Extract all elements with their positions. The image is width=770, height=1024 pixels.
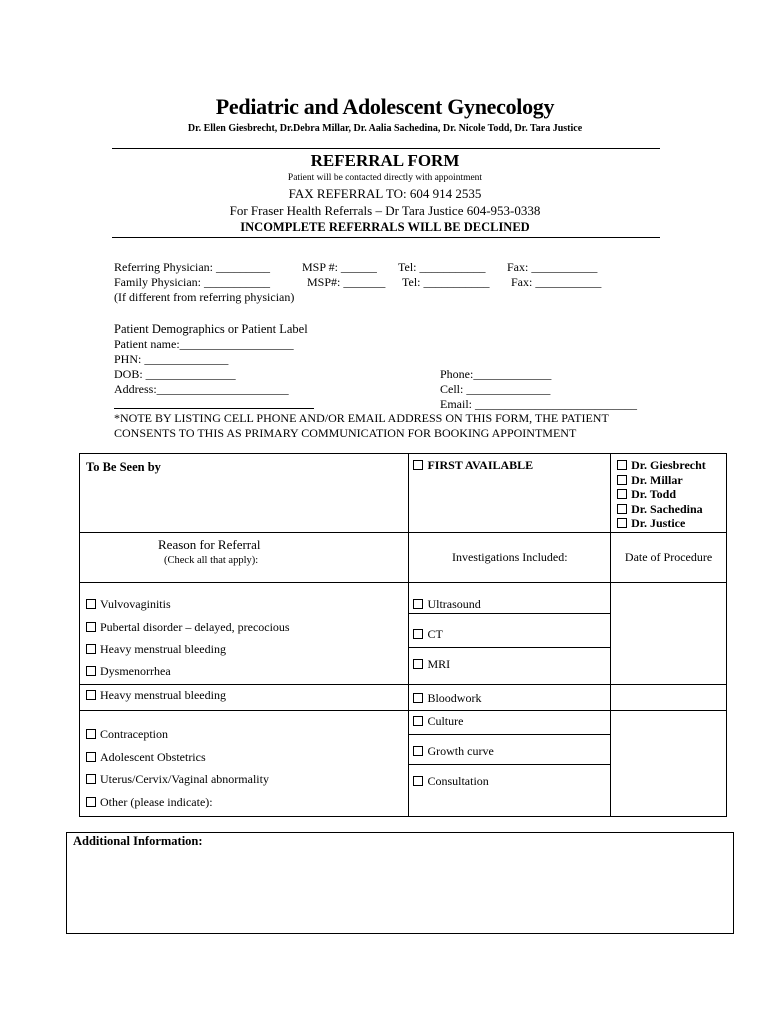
reasons-group-1-cell (80, 583, 409, 685)
referring-tel-field[interactable]: Tel: ___________ (398, 260, 486, 274)
first-available-cell (409, 454, 611, 533)
referral-table (79, 453, 727, 817)
reason-checkbox[interactable] (86, 774, 96, 784)
reasons-group-2-cell (80, 711, 409, 817)
phone-field[interactable]: Phone:_____________ (440, 367, 552, 381)
contact-note: Patient will be contacted directly with appointment (287, 173, 483, 183)
reason-checkbox[interactable] (86, 752, 96, 762)
row-divider (409, 647, 610, 648)
family-msp-field[interactable]: MSP#: _______ (307, 275, 386, 289)
investigation-option[interactable]: Bloodwork (413, 691, 481, 706)
dob-field[interactable]: DOB: _______________ (114, 367, 236, 381)
patient-name-field[interactable]: Patient name:___________________ (114, 337, 294, 351)
investigation-checkbox[interactable] (413, 629, 423, 639)
fax-line: FAX REFERRAL TO: 604 914 2535 (288, 186, 482, 201)
consent-note-2: CONSENTS TO THIS AS PRIMARY COMMUNICATION FOR BOOKING APPOINTMENT (114, 426, 577, 440)
reason-option[interactable]: Vulvovaginitis (86, 597, 171, 612)
physician-checkbox[interactable] (617, 504, 627, 514)
physician-options-cell (611, 454, 727, 533)
physician-option[interactable]: Dr. Sachedina (617, 502, 726, 517)
reasons-group-1b-cell (80, 685, 409, 711)
referring-physician-field[interactable]: Referring Physician: _________ (114, 260, 270, 274)
cell-field[interactable]: Cell: ______________ (440, 382, 551, 396)
incomplete-warning: INCOMPLETE REFERRALS WILL BE DECLINED (240, 220, 530, 234)
investigation-checkbox[interactable] (413, 693, 423, 703)
reason-checkbox[interactable] (86, 599, 96, 609)
reason-option[interactable]: Pubertal disorder – delayed, precocious (86, 620, 290, 635)
bloodwork-cell (409, 685, 611, 711)
row-divider (409, 613, 610, 614)
reason-checkbox[interactable] (86, 622, 96, 632)
first-available-checkbox[interactable] (413, 460, 423, 470)
doctor-list: Dr. Ellen Giesbrecht, Dr.Debra Millar, Dr. Aalia Sachedina, Dr. Nicole Todd, Dr. Tara Justice (187, 123, 583, 134)
family-physician-field[interactable]: Family Physician: ___________ (114, 275, 270, 289)
reason-checkbox[interactable] (86, 666, 96, 676)
physician-checkbox[interactable] (617, 475, 627, 485)
investigation-option[interactable]: Culture (413, 714, 463, 729)
reason-option[interactable]: Heavy menstrual bleeding (86, 642, 226, 657)
first-available-label: FIRST AVAILABLE (427, 458, 534, 472)
referring-fax-field[interactable]: Fax: ___________ (507, 260, 598, 274)
physician-checkbox[interactable] (617, 518, 627, 528)
reason-option[interactable]: Heavy menstrual bleeding (86, 688, 226, 703)
to-be-seen-cell (80, 454, 409, 533)
form-title: REFERRAL FORM (310, 151, 460, 170)
row-divider (409, 734, 610, 735)
date-header-cell (611, 533, 727, 583)
investigation-checkbox[interactable] (413, 716, 423, 726)
reason-checkbox[interactable] (86, 729, 96, 739)
physician-option[interactable]: Dr. Todd (617, 487, 726, 502)
investigation-option[interactable]: Consultation (413, 774, 488, 789)
reason-option[interactable]: Adolescent Obstetrics (86, 750, 206, 765)
reason-subheading: (Check all that apply): (164, 555, 259, 566)
demographics-heading: Patient Demographics or Patient Label (114, 322, 308, 336)
address-line-2[interactable] (114, 408, 314, 409)
investigation-checkbox[interactable] (413, 776, 423, 786)
date-heading: Date of Procedure (624, 550, 713, 564)
to-be-seen-label: To Be Seen by (86, 460, 161, 474)
physician-checkbox[interactable] (617, 489, 627, 499)
investigation-option[interactable]: MRI (413, 657, 450, 672)
phn-field[interactable]: PHN: ______________ (114, 352, 229, 366)
physician-option[interactable]: Dr. Millar (617, 473, 726, 488)
fraser-health-line: For Fraser Health Referrals – Dr Tara Justice 604-953-0338 (229, 203, 541, 218)
reason-option[interactable]: Dysmenorrhea (86, 664, 171, 679)
reason-option[interactable]: Contraception (86, 727, 168, 742)
date-cell[interactable] (611, 685, 727, 711)
additional-info-box[interactable] (66, 832, 734, 934)
additional-info-label: Additional Information: (73, 834, 203, 848)
address-field[interactable]: Address:______________________ (114, 382, 289, 396)
investigation-option[interactable]: CT (413, 627, 442, 642)
reason-checkbox[interactable] (86, 797, 96, 807)
reason-heading: Reason for Referral (158, 537, 261, 552)
family-tel-field[interactable]: Tel: ___________ (402, 275, 490, 289)
investigation-checkbox[interactable] (413, 659, 423, 669)
if-different-note: (If different from referring physician) (114, 290, 295, 304)
divider-top (112, 148, 660, 149)
date-cell[interactable] (611, 583, 727, 685)
investigation-option[interactable]: Ultrasound (413, 597, 480, 612)
divider-bottom (112, 237, 660, 238)
row-divider (409, 764, 610, 765)
investigations-header-cell (409, 533, 611, 583)
page-title: Pediatric and Adolescent Gynecology (215, 94, 555, 119)
referring-msp-field[interactable]: MSP #: ______ (302, 260, 377, 274)
investigation-checkbox[interactable] (413, 746, 423, 756)
reason-option[interactable]: Uterus/Cervix/Vaginal abnormality (86, 772, 269, 787)
investigation-option[interactable]: Growth curve (413, 744, 493, 759)
physician-option[interactable]: Dr. Justice (617, 516, 726, 531)
reason-checkbox[interactable] (86, 644, 96, 654)
reason-option[interactable]: Other (please indicate): (86, 795, 213, 810)
investigations-group-1-cell (409, 583, 611, 685)
email-field[interactable]: Email: ___________________________ (440, 397, 637, 411)
consent-note-1: *NOTE BY LISTING CELL PHONE AND/OR EMAIL ADDRESS ON THIS FORM, THE PATIENT (114, 411, 609, 425)
physician-option[interactable]: Dr. Giesbrecht (617, 458, 726, 473)
investigations-group-2-cell (409, 711, 611, 817)
reason-checkbox[interactable] (86, 690, 96, 700)
date-cell[interactable] (611, 711, 727, 817)
physician-checkbox[interactable] (617, 460, 627, 470)
reason-header-cell (80, 533, 409, 583)
family-fax-field[interactable]: Fax: ___________ (511, 275, 602, 289)
investigation-checkbox[interactable] (413, 599, 423, 609)
investigations-heading: Investigations Included: (451, 550, 568, 564)
